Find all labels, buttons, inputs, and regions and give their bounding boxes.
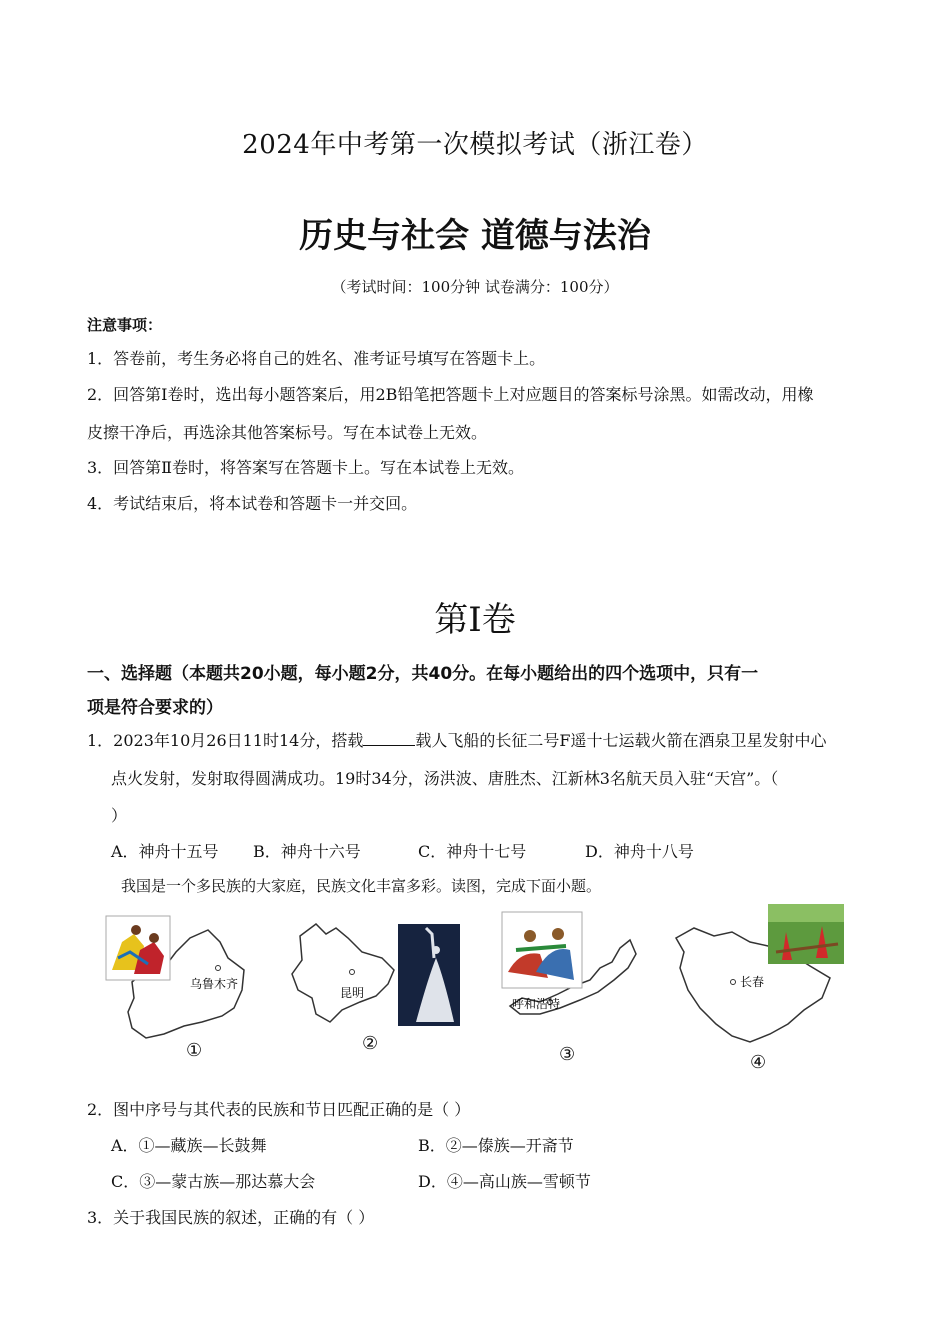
note-item: 2．回答第Ⅰ卷时，选出每小题答案后，用2B铅笔把答题卡上对应题目的答案标号涂黑。如需改动，用橡 [87,385,814,404]
question-1-stem-end: ） [111,806,128,825]
material-intro: 我国是一个多民族的大家庭，民族文化丰富多彩。读图，完成下面小题。 [121,877,602,895]
volume-title: 第Ⅰ卷 [434,600,516,640]
city-label: 长春 [740,975,765,989]
city-label: 呼和浩特 [512,997,561,1011]
question-3-stem: 3．关于我国民族的叙述，正确的有（ ） [87,1208,375,1227]
dancer-head [149,933,159,943]
dancer-head [131,925,141,935]
q1-part2: 载人飞船的长征二号F遥十七运载火箭在酒泉卫星发射中心 [415,731,827,750]
map-number: ④ [750,1052,767,1073]
exam-title: 2024年中考第一次模拟考试（浙江卷） [242,130,708,160]
q2-option-b: B．②—傣族—开斋节 [418,1136,574,1155]
region-outline [292,924,394,1022]
peacock-dancer-head [432,946,440,954]
q2-option-d: D．④—高山族—雪顿节 [418,1172,591,1191]
photo-sky [768,904,844,922]
city-marker [731,980,736,985]
q2-option-c: C．③—蒙古族—那达慕大会 [111,1172,316,1191]
map-inner-mongolia [500,910,640,1020]
question-1-stem-cont: 点火发射，发射取得圆满成功。19时34分，汤洪波、唐胜杰、江新林3名航天员入驻“天宫”。（ [111,769,779,788]
map-jilin [670,902,850,1052]
wrestler-head [524,930,536,942]
q1-option-c: C．神舟十七号 [418,842,527,861]
city-marker [350,970,355,975]
question-2-stem: 2．图中序号与其代表的民族和节日匹配正确的是（ ） [87,1100,471,1119]
q1-option-a: A．神舟十五号 [111,842,219,861]
exam-meta: （考试时间：100分钟 试卷满分：100分） [331,278,619,296]
map-number: ① [186,1040,203,1061]
city-marker [216,966,221,971]
map-number: ② [362,1033,379,1054]
note-item: 皮擦干净后，再选涂其他答案标号。写在本试卷上无效。 [87,423,488,442]
question-1-stem [87,728,826,751]
q1-option-d: D．神舟十八号 [585,842,694,861]
subject-title: 历史与社会 道德与法治 [299,216,651,256]
note-item: 1．答卷前，考生务必将自己的姓名、准考证号填写在答题卡上。 [87,349,546,368]
notes-title: 注意事项： [87,316,163,334]
q1-option-b: B．神舟十六号 [253,842,361,861]
map-yunnan [286,918,466,1033]
section-heading: 一、选择题（本题共20小题，每小题2分，共40分。在每小题给出的四个选项中，只有一 [87,664,759,684]
city-label: 乌鲁木齐 [190,977,239,991]
map-xinjiang [104,912,254,1062]
section-heading-cont: 项是符合要求的） [87,698,223,718]
note-item: 3．回答第Ⅱ卷时，将答案写在答题卡上。写在本试卷上无效。 [87,458,525,477]
note-item: 4．考试结束后，将本试卷和答题卡一并交回。 [87,494,418,513]
answer-blank [363,731,415,746]
map-number: ③ [559,1044,576,1065]
q1-part1: 1．2023年10月26日11时14分，搭载 [87,731,364,750]
wrestler-head [552,928,564,940]
city-label: 昆明 [340,986,365,1000]
q2-option-a: A．①—藏族—长鼓舞 [111,1136,267,1155]
